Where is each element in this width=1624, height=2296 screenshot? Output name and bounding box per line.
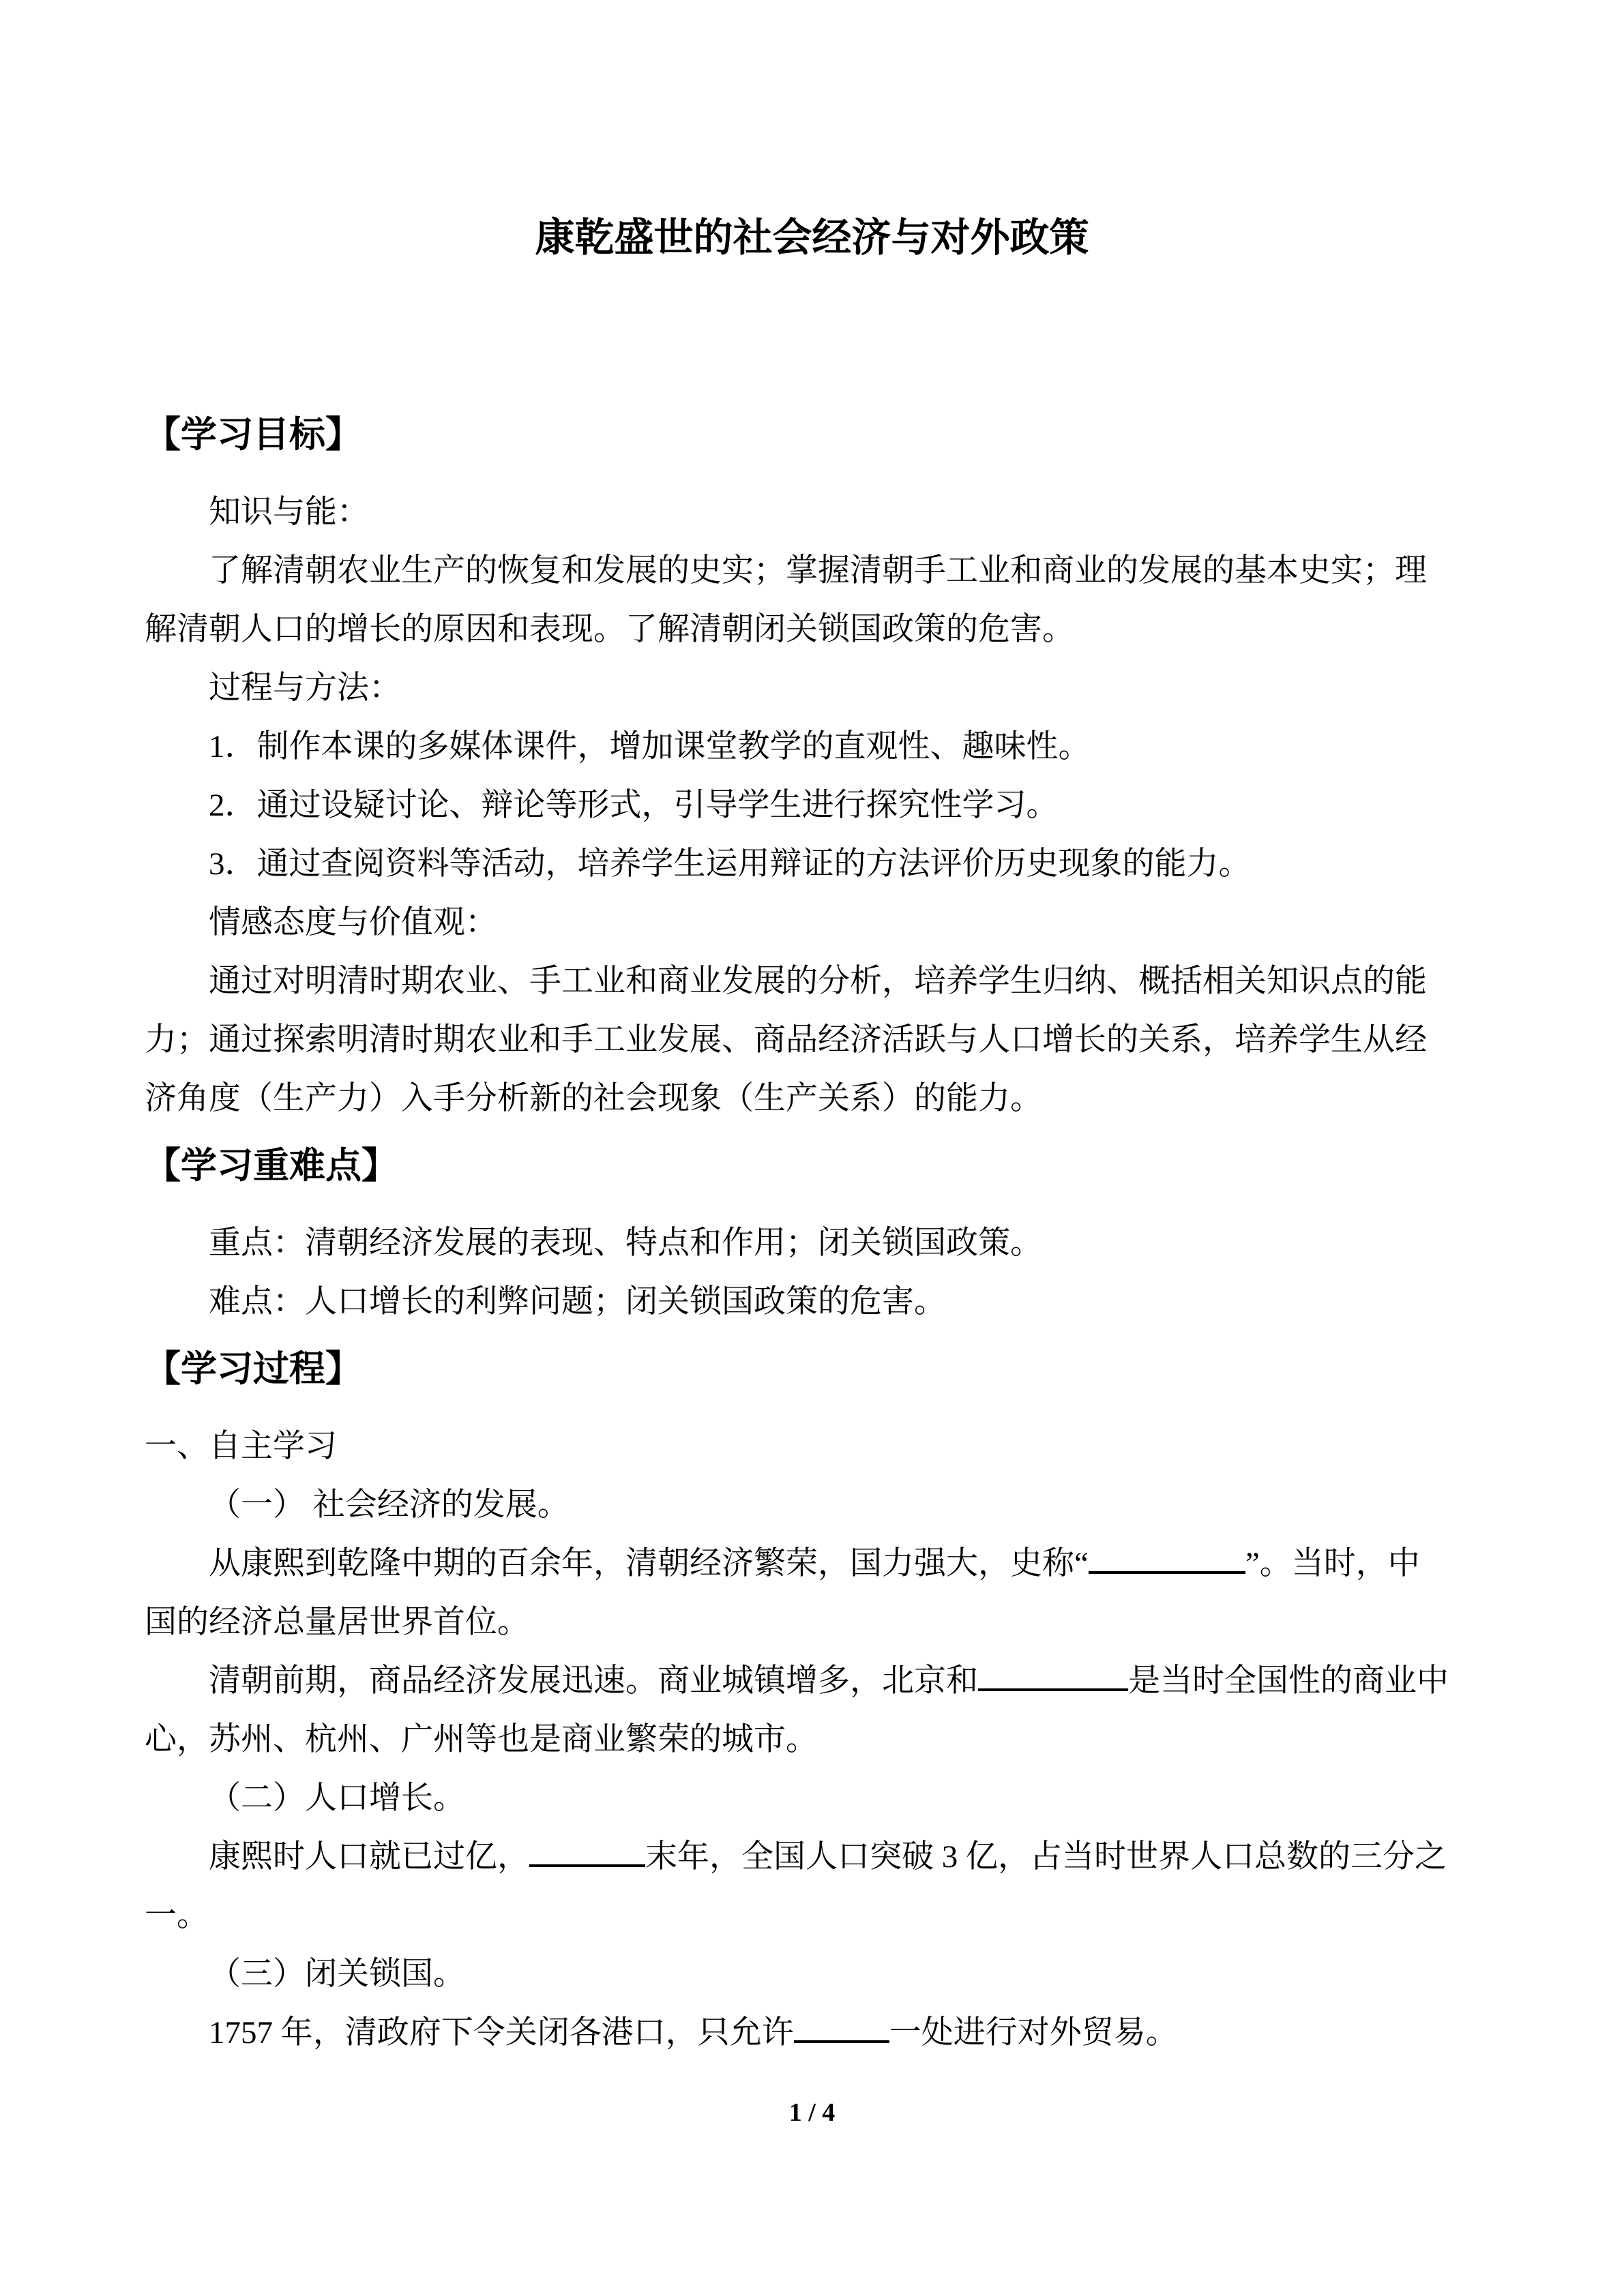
method-item-3 <box>145 835 1479 893</box>
self-study-section-label <box>145 1417 1479 1476</box>
heading-learning-process <box>145 1335 1479 1403</box>
text-segment: （二）人口增长。 <box>209 1780 465 1816</box>
process-method-label <box>145 659 1479 717</box>
text-segment: 重点：清朝经济发展的表现、特点和作用；闭关锁国政策。 <box>209 1225 1042 1261</box>
text-segment: 【学习过程】 <box>145 1350 361 1389</box>
knowledge-skills-label <box>145 483 1479 541</box>
key-points-line <box>145 1214 1479 1272</box>
knowledge-goal-line-2 <box>145 600 1479 659</box>
method-item-2 <box>145 776 1479 835</box>
fill-blank <box>794 2035 889 2043</box>
subsection-3-label <box>145 1945 1479 2003</box>
fill-line-commerce-2 <box>145 1710 1479 1769</box>
text-segment: 力；通过探索明清时期农业和手工业发展、商品经济活跃与人口增长的关系，培养学生从经 <box>145 1022 1427 1058</box>
page-number: 1 / 4 <box>788 2098 836 2127</box>
difficult-points-line <box>145 1272 1479 1331</box>
text-segment: 一。 <box>145 1898 209 1933</box>
text-segment: 是当时全国性的商业中 <box>1128 1663 1449 1699</box>
text-segment: 一、自主学习 <box>145 1429 337 1464</box>
text-segment: 2．通过设疑讨论、辩论等形式，引导学生进行探究性学习。 <box>209 788 1059 823</box>
fill-blank <box>978 1683 1128 1691</box>
text-segment: 康熙时人口就已过亿， <box>209 1839 529 1875</box>
text-segment: 济角度（生产力）入手分析新的社会现象（生产关系）的能力。 <box>145 1081 1042 1116</box>
affect-values-label <box>145 893 1479 952</box>
subsection-2-label <box>145 1769 1479 1828</box>
document-body <box>145 401 1479 2062</box>
fill-blank <box>1089 1566 1245 1574</box>
text-segment: （三）闭关锁国。 <box>209 1956 465 1992</box>
values-goal-line-3 <box>145 1069 1479 1128</box>
text-segment: 【学习重难点】 <box>145 1146 398 1186</box>
fill-line-shengshi-2 <box>145 1593 1479 1652</box>
document-title: 康乾盛世的社会经济与对外政策 <box>535 215 1089 260</box>
text-segment: 通过对明清时期农业、手工业和商业发展的分析，培养学生归纳、概括相关知识点的能 <box>209 964 1427 999</box>
text-segment: 解清朝人口的增长的原因和表现。了解清朝闭关锁国政策的危害。 <box>145 612 1074 647</box>
text-segment: 过程与方法： <box>209 670 401 706</box>
text-segment: 1757 年，清政府下令关闭各港口，只允许 <box>209 2015 794 2051</box>
fill-blank <box>529 1859 645 1867</box>
text-segment: 清朝前期，商品经济发展迅速。商业城镇增多，北京和 <box>209 1663 978 1699</box>
text-segment: 心，苏州、杭州、广州等也是商业繁荣的城市。 <box>145 1722 818 1757</box>
values-goal-line-1 <box>145 952 1479 1011</box>
text-segment: 3．通过查阅资料等活动，培养学生运用辩证的方法评价历史现象的能力。 <box>209 846 1251 882</box>
text-segment: 末年，全国人口突破 3 亿，占当时世界人口总数的三分之 <box>645 1839 1447 1875</box>
text-segment: 【学习目标】 <box>145 415 361 455</box>
fill-line-population-2 <box>145 1886 1479 1945</box>
text-segment: 国的经济总量居世界首位。 <box>145 1605 529 1640</box>
text-segment: 情感态度与价值观： <box>209 905 497 940</box>
text-segment: 1．制作本课的多媒体课件，增加课堂教学的直观性、趣味性。 <box>209 729 1091 764</box>
text-segment: （一） 社会经济的发展。 <box>209 1487 570 1523</box>
heading-key-difficult-points <box>145 1132 1479 1200</box>
values-goal-line-2 <box>145 1011 1479 1069</box>
text-segment: ”。当时，中 <box>1245 1546 1420 1581</box>
fill-line-trade <box>145 2003 1479 2062</box>
text-segment: 知识与能： <box>209 494 369 530</box>
text-segment: 难点：人口增长的利弊问题；闭关锁国政策的危害。 <box>209 1284 946 1320</box>
method-item-1 <box>145 717 1479 776</box>
knowledge-goal-line-1 <box>145 541 1479 600</box>
text-segment: 了解清朝农业生产的恢复和发展的史实；掌握清朝手工业和商业的发展的基本史实；理 <box>209 553 1427 588</box>
fill-line-commerce-1 <box>145 1652 1479 1710</box>
heading-learning-objectives <box>145 401 1479 469</box>
fill-line-shengshi-1 <box>145 1534 1479 1593</box>
fill-line-population-1 <box>145 1828 1479 1886</box>
text-segment: 从康熙到乾隆中期的百余年，清朝经济繁荣，国力强大，史称“ <box>209 1546 1089 1581</box>
subsection-1-label <box>145 1476 1479 1534</box>
text-segment: 一处进行对外贸易。 <box>889 2015 1178 2051</box>
